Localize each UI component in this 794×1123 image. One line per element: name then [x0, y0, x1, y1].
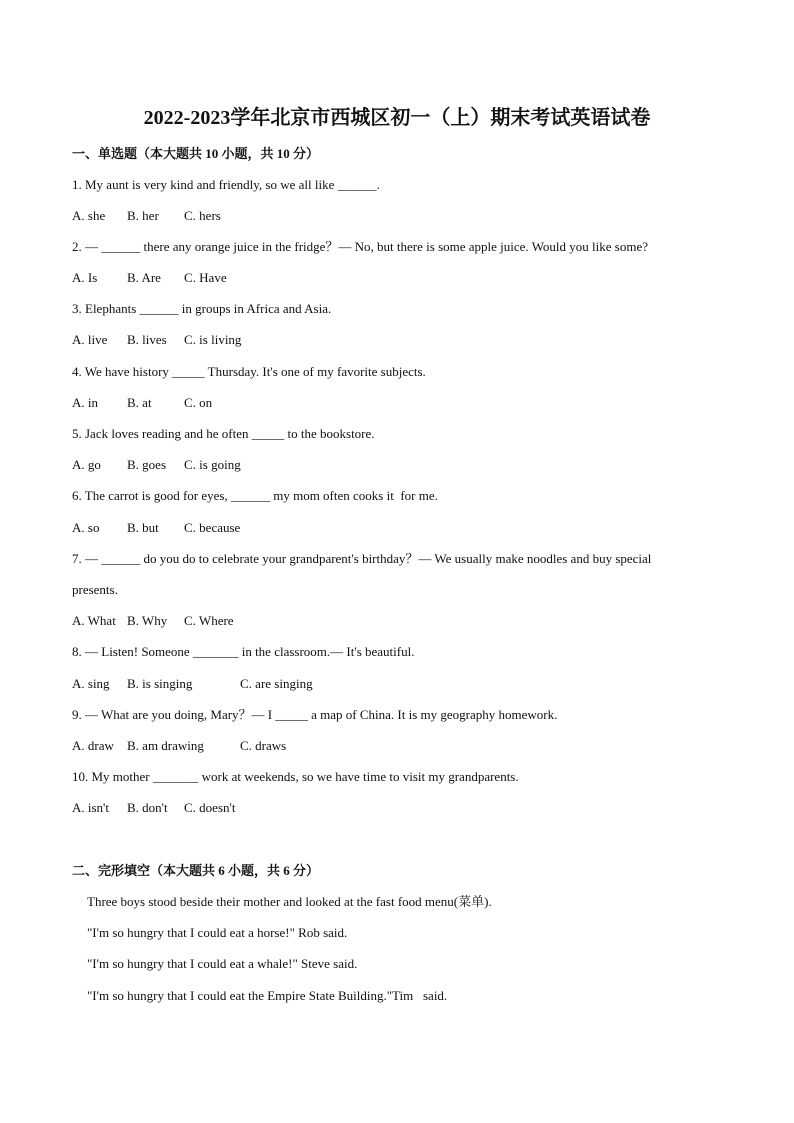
option-c: C. on — [184, 395, 213, 410]
option-c: C. is living — [184, 332, 242, 347]
question-6-stem: 6. The carrot is good for eyes, ______ my mom often cooks it for me. — [72, 488, 438, 503]
option-b: B. at — [127, 395, 152, 410]
option-a: A. she — [72, 208, 106, 223]
section-heading-cloze: 二、完形填空（本大题共 6 小题，共 6 分） — [72, 863, 320, 878]
option-a: A. in — [72, 395, 98, 410]
option-c: C. are singing — [240, 676, 313, 691]
question-7-stem-continued: presents. — [72, 582, 118, 597]
option-b: B. but — [127, 520, 159, 535]
option-b: B. lives — [127, 332, 167, 347]
question-1-stem: 1. My aunt is very kind and friendly, so we all like ______. — [72, 177, 380, 192]
option-b: B. am drawing — [127, 738, 204, 753]
passage-paragraph: "I'm so hungry that I could eat a horse!" Rob said. — [87, 925, 348, 940]
option-b: B. is singing — [127, 676, 193, 691]
option-a: A. draw — [72, 738, 114, 753]
option-c: C. because — [184, 520, 241, 535]
option-c: C. Where — [184, 613, 234, 628]
option-c: C. draws — [240, 738, 287, 753]
option-a: A. go — [72, 457, 101, 472]
option-a: A. What — [72, 613, 116, 628]
question-3-stem: 3. Elephants ______ in groups in Africa and Asia. — [72, 301, 332, 316]
question-4-stem: 4. We have history _____ Thursday. It's one of my favorite subjects. — [72, 364, 426, 379]
option-a: A. Is — [72, 270, 98, 285]
question-7-stem: 7. — ______ do you do to celebrate your grandparent's birthday？— We usually make noodles and buy special — [72, 551, 652, 566]
option-b: B. Are — [127, 270, 161, 285]
option-b: B. goes — [127, 457, 166, 472]
option-c: C. hers — [184, 208, 221, 223]
option-c: C. Have — [184, 270, 227, 285]
section-heading-single-choice: 一、单选题（本大题共 10 小题，共 10 分） — [72, 146, 320, 161]
option-b: B. Why — [127, 613, 168, 628]
passage-paragraph: "I'm so hungry that I could eat a whale!" Steve said. — [87, 956, 358, 971]
option-a: A. so — [72, 520, 100, 535]
question-10-stem: 10. My mother _______ work at weekends, so we have time to visit my grandparents. — [72, 769, 519, 784]
option-c: C. is going — [184, 457, 241, 472]
option-c: C. doesn't — [184, 800, 236, 815]
question-5-stem: 5. Jack loves reading and he often _____ to the bookstore. — [72, 426, 375, 441]
option-b: B. don't — [127, 800, 168, 815]
question-8-stem: 8. — Listen! Someone _______ in the classroom.— It's beautiful. — [72, 644, 415, 659]
question-2-stem: 2. — ______ there any orange juice in the fridge？— No, but there is some apple juice. Would you like some? — [72, 239, 648, 254]
option-a: A. live — [72, 332, 108, 347]
option-a: A. sing — [72, 676, 110, 691]
question-9-stem: 9. — What are you doing, Mary？— I _____ a map of China. It is my geography homework. — [72, 707, 558, 722]
option-a: A. isn't — [72, 800, 110, 815]
option-b: B. her — [127, 208, 159, 223]
passage-paragraph: "I'm so hungry that I could eat the Empire State Building."Tim said. — [87, 988, 448, 1003]
page-title: 2022-2023学年北京市西城区初一（上）期末考试英语试卷 — [143, 107, 651, 129]
passage-paragraph: Three boys stood beside their mother and looked at the fast food menu(菜单). — [87, 894, 492, 909]
